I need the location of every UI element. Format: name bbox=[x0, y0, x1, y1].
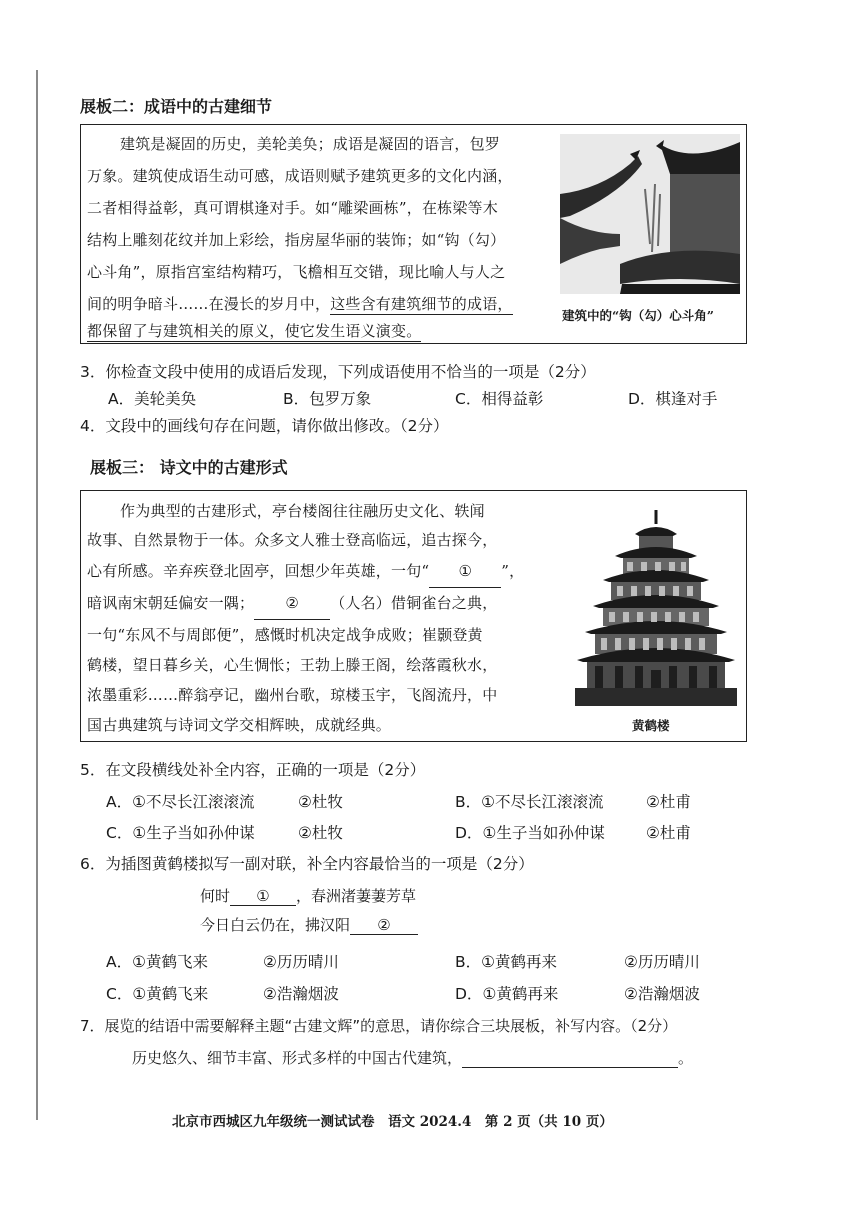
q3-option-b: B．包罗万象 bbox=[283, 390, 372, 408]
panel3-line-3-pre: 心有所感。辛弃疾登北固亭，回想少年英雄，一句“ bbox=[87, 562, 430, 580]
q7-answer-line bbox=[132, 1047, 693, 1068]
q5-option-c-part1: ①生子当如孙仲谋 bbox=[132, 824, 255, 842]
underlined-sentence-part2: 都保留了与建筑相关的原义，使它发生语义演变。 bbox=[87, 322, 422, 340]
q6-option-b bbox=[455, 950, 557, 972]
page-footer: 北京市西城区九年级统一测试试卷 语文 2024.4 第 2 页（共 10 页） bbox=[172, 1114, 613, 1130]
q6-option-a bbox=[106, 950, 208, 972]
panel2-figure-caption: 建筑中的“钩（勾）心斗角” bbox=[562, 308, 714, 323]
q4-stem: 4．文段中的画线句存在问题，请你做出修改。（2分） bbox=[80, 417, 449, 435]
q6-option-c-part2: ②浩瀚烟波 bbox=[263, 985, 339, 1003]
q5-option-b-letter: B． bbox=[455, 793, 482, 811]
panel2-line-7 bbox=[87, 315, 421, 347]
q6-stem: 6．为插图黄鹤楼拟写一副对联，补全内容最恰当的一项是（2分） bbox=[80, 855, 534, 873]
panel2-heading: 展板二：成语中的古建细节 bbox=[80, 97, 273, 116]
q5-option-a-letter: A． bbox=[106, 793, 133, 811]
panel3-line-3 bbox=[87, 555, 524, 588]
q3-option-d: D．棋逢对手 bbox=[628, 390, 718, 408]
panel3-line-4-post: （人名）借铜雀台之典， bbox=[330, 594, 498, 612]
panel3-line-6: 鹤楼，望日暮乡关，心生惆怅；王勃上滕王阁，绘落霞秋水， bbox=[87, 656, 498, 674]
panel3-line-8: 国古典建筑与诗词文学交相辉映，成就经典。 bbox=[87, 716, 392, 734]
q3-stem: 3．你检查文段中使用的成语后发现，下列成语使用不恰当的一项是（2分） bbox=[80, 363, 596, 381]
couplet-1-pre: 何时 bbox=[200, 887, 231, 905]
eaves-photo bbox=[560, 134, 740, 294]
panel3-line-2: 故事、自然景物于一体。众多文人雅士登高临远，追古探今， bbox=[87, 531, 498, 549]
q5-option-c bbox=[106, 821, 255, 843]
q7-answer-end: 。 bbox=[678, 1049, 694, 1067]
panel2-line-1: 建筑是凝固的历史，美轮美奂；成语是凝固的语言，包罗 bbox=[120, 135, 501, 153]
q5-option-a-part2: ②杜牧 bbox=[298, 793, 343, 811]
couplet-blank-2: ② bbox=[350, 916, 418, 935]
q5-option-d-part1: ①生子当如孙仲谋 bbox=[482, 824, 605, 842]
panel2-line-3: 二者相得益彰，真可谓棋逢对手。如“雕梁画栋”，在栋梁等木 bbox=[87, 199, 498, 217]
q5-option-b bbox=[455, 790, 604, 812]
q5-option-d-letter: D． bbox=[455, 824, 483, 842]
panel3-line-3-post: ”， bbox=[501, 562, 525, 580]
q5-option-a bbox=[106, 790, 255, 812]
q5-option-a-part1: ①不尽长江滚滚流 bbox=[132, 793, 255, 811]
couplet-1-post: ，春洲渚萋萋芳草 bbox=[296, 887, 417, 905]
q5-option-c-part2: ②杜牧 bbox=[298, 824, 343, 842]
q5-option-c-letter: C． bbox=[106, 824, 133, 842]
panel3-line-7: 浓墨重彩……醉翁亭记，幽州台歌，琼楼玉宇，飞阁流丹，中 bbox=[87, 686, 498, 704]
q5-option-d-part2: ②杜甫 bbox=[646, 824, 691, 842]
q6-option-b-letter: B． bbox=[455, 953, 482, 971]
binding-line bbox=[36, 70, 38, 1120]
q5-option-b-part2: ②杜甫 bbox=[646, 793, 691, 811]
panel2-line-5: 心斗角”，原指宫室结构精巧，飞檐相互交错，现比喻人与人之 bbox=[87, 263, 506, 281]
q6-option-c bbox=[106, 982, 208, 1004]
q6-option-b-part1: ①黄鹤再来 bbox=[481, 953, 558, 971]
couplet-2-pre: 今日白云仍在，拂汉阳 bbox=[200, 916, 351, 934]
q6-option-b-part2: ②历历晴川 bbox=[624, 953, 700, 971]
q3-option-a: A．美轮美奂 bbox=[108, 390, 197, 408]
panel3-line-1: 作为典型的古建形式，亭台楼阁往往融历史文化、轶闻 bbox=[120, 502, 485, 520]
yellow-crane-tower-photo bbox=[575, 508, 737, 706]
q6-option-a-letter: A． bbox=[106, 953, 133, 971]
q7-answer-blank[interactable] bbox=[462, 1049, 678, 1068]
blank-2: ② bbox=[254, 587, 330, 620]
q5-stem: 5．在文段横线处补全内容，正确的一项是（2分） bbox=[80, 761, 426, 779]
q7-answer-pre: 历史悠久、细节丰富、形式多样的中国古代建筑， bbox=[132, 1049, 463, 1067]
panel2-line-2: 万象。建筑使成语生动可感，成语则赋予建筑更多的文化内涵， bbox=[87, 167, 513, 185]
panel2-line-4: 结构上雕刻花纹并加上彩绘，指房屋华丽的装饰；如“钩（勾） bbox=[87, 231, 506, 249]
couplet-line-2 bbox=[200, 914, 418, 935]
panel2-line-6-text: 间的明争暗斗……在漫长的岁月中， bbox=[87, 295, 331, 313]
q6-option-a-part2: ②历历晴川 bbox=[263, 953, 339, 971]
q6-option-c-part1: ①黄鹤飞来 bbox=[132, 985, 209, 1003]
q5-option-b-part1: ①不尽长江滚滚流 bbox=[481, 793, 604, 811]
blank-1: ① bbox=[429, 555, 501, 588]
q6-option-d bbox=[455, 982, 558, 1004]
panel3-figure-caption: 黄鹤楼 bbox=[632, 718, 670, 733]
couplet-blank-1: ① bbox=[230, 887, 296, 906]
q6-option-d-part2: ②浩瀚烟波 bbox=[624, 985, 700, 1003]
couplet-line-1 bbox=[200, 885, 416, 906]
q6-option-a-part1: ①黄鹤飞来 bbox=[132, 953, 209, 971]
q5-option-d bbox=[455, 821, 605, 843]
panel3-line-4 bbox=[87, 587, 497, 620]
panel3-line-5: 一句“东风不与周郎便”，感慨时机决定战争成败；崔颢登黄 bbox=[87, 626, 483, 644]
q6-option-d-letter: D． bbox=[455, 985, 483, 1003]
underlined-sentence-part1: 这些含有建筑细节的成语， bbox=[330, 295, 513, 313]
q3-option-c: C．相得益彰 bbox=[455, 390, 544, 408]
q6-option-c-letter: C． bbox=[106, 985, 133, 1003]
panel3-heading: 展板三： 诗文中的古建形式 bbox=[90, 458, 288, 477]
q7-stem: 7．展览的结语中需要解释主题“古建文辉”的意思，请你综合三块展板，补写内容。（2分） bbox=[80, 1017, 678, 1035]
panel3-line-4-pre: 暗讽南宋朝廷偏安一隅； bbox=[87, 594, 255, 612]
q6-option-d-part1: ①黄鹤再来 bbox=[482, 985, 559, 1003]
